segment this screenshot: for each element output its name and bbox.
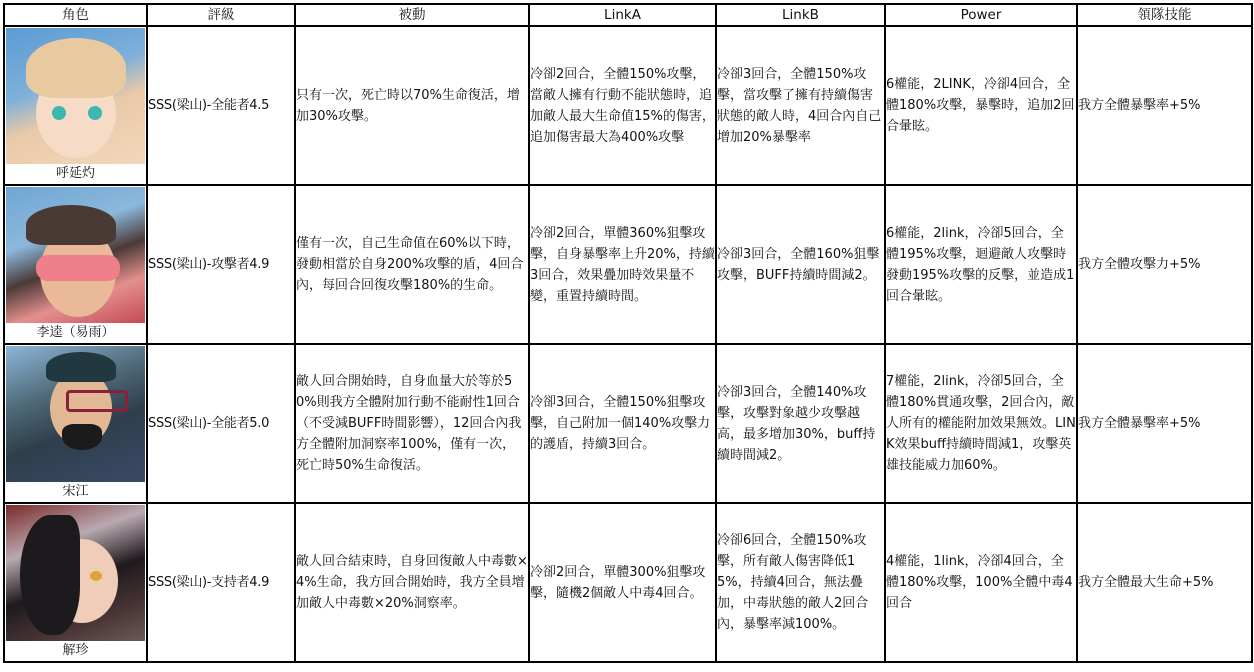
header-link-a: LinkA (529, 4, 716, 26)
header-character: 角色 (4, 4, 147, 26)
character-name: 呼延灼 (55, 166, 95, 181)
character-portrait-songjiang-icon (6, 346, 145, 482)
character-cell (4, 185, 147, 344)
character-name: 李逵（易雨） (36, 325, 115, 340)
character-portrait-xiezhen-icon (6, 505, 145, 641)
link-a-cell: 冷卻2回合，單體300%狙擊攻擊，隨機2個敵人中毒4回合。 (529, 503, 716, 662)
link-a-cell: 冷卻2回合，全體150%攻擊，當敵人擁有行動不能狀態時，追加敵人最大生命值15%的傷害，追加傷害最大為400%攻擊 (529, 26, 716, 185)
power-cell: 4權能，1link，冷卻4回合，全體180%攻擊，100%全體中毒4回合 (885, 503, 1077, 662)
passive-cell: 僅有一次，自己生命值在60%以下時，發動相當於自身200%攻擊的盾，4回合內，每回合回復攻擊180%的生命。 (295, 185, 529, 344)
leader-skill-cell: 我方全體最大生命+5% (1077, 503, 1252, 662)
rating-cell: SSS(梁山)-攻擊者4.9 (147, 185, 295, 344)
rating-cell: SSS(梁山)-全能者4.5 (147, 26, 295, 185)
character-skill-table (3, 3, 1253, 663)
leader-skill-cell: 我方全體暴擊率+5% (1077, 26, 1252, 185)
header-row (4, 4, 1252, 26)
table-row (4, 26, 1252, 185)
power-cell: 6權能，2LINK，冷卻4回合，全體180%攻擊，暴擊時，追加2回合暈眩。 (885, 26, 1077, 185)
link-a-cell: 冷卻2回合，單體360%狙擊攻擊，自身暴擊率上升20%，持續3回合，效果疊加時效果量不變，重置持續時間。 (529, 185, 716, 344)
character-portrait-likui-icon (6, 187, 145, 323)
passive-cell: 敵人回合結束時，自身回復敵人中毒數×4%生命，我方回合開始時，我方全員增加敵人中毒數×20%洞察率。 (295, 503, 529, 662)
character-cell (4, 26, 147, 185)
header-passive: 被動 (295, 4, 529, 26)
header-link-b: LinkB (716, 4, 885, 26)
character-name: 解珍 (62, 643, 89, 658)
header-leader-skill: 領隊技能 (1077, 4, 1252, 26)
power-cell: 6權能，2link，冷卻5回合，全體195%攻擊，迴避敵人攻擊時發動195%攻擊的反擊，並造成1回合暈眩。 (885, 185, 1077, 344)
link-b-cell: 冷卻3回合，全體140%攻擊，攻擊對象越少攻擊越高，最多增加30%，buff持續時間減2。 (716, 344, 885, 503)
table-row (4, 185, 1252, 344)
leader-skill-cell: 我方全體攻擊力+5% (1077, 185, 1252, 344)
link-b-cell: 冷卻3回合，全體150%攻擊，當攻擊了擁有持續傷害狀態的敵人時，4回合內自己增加20%暴擊率 (716, 26, 885, 185)
link-b-cell: 冷卻3回合，全體160%狙擊攻擊，BUFF持續時間減2。 (716, 185, 885, 344)
character-cell (4, 503, 147, 662)
passive-cell: 只有一次，死亡時以70%生命復活，增加30%攻擊。 (295, 26, 529, 185)
link-a-cell: 冷卻3回合，全體150%狙擊攻擊，自己附加一個140%攻擊力的護盾，持續3回合。 (529, 344, 716, 503)
header-power: Power (885, 4, 1077, 26)
passive-cell: 敵人回合開始時，自身血量大於等於50%則我方全體附加行動不能耐性1回合（不受減BUFF時間影響），12回合內我方全體附加洞察率100%，僅有一次，死亡時50%生命復活。 (295, 344, 529, 503)
character-cell (4, 344, 147, 503)
leader-skill-cell: 我方全體暴擊率+5% (1077, 344, 1252, 503)
table-row (4, 344, 1252, 503)
rating-cell: SSS(梁山)-支持者4.9 (147, 503, 295, 662)
character-name: 宋江 (62, 484, 89, 499)
rating-cell: SSS(梁山)-全能者5.0 (147, 344, 295, 503)
power-cell: 7權能，2link，冷卻5回合，全體180%貫通攻擊，2回合內，敵人所有的權能附加效果無效。LINK效果buff持續時間減1，攻擊英雄技能威力加60%。 (885, 344, 1077, 503)
character-portrait-huyanzhuo-icon (6, 28, 145, 164)
link-b-cell: 冷卻6回合，全體150%攻擊，所有敵人傷害降低15%，持續4回合，無法疊加，中毒狀態的敵人2回合內，暴擊率減100%。 (716, 503, 885, 662)
header-rating: 評級 (147, 4, 295, 26)
table-row (4, 503, 1252, 662)
